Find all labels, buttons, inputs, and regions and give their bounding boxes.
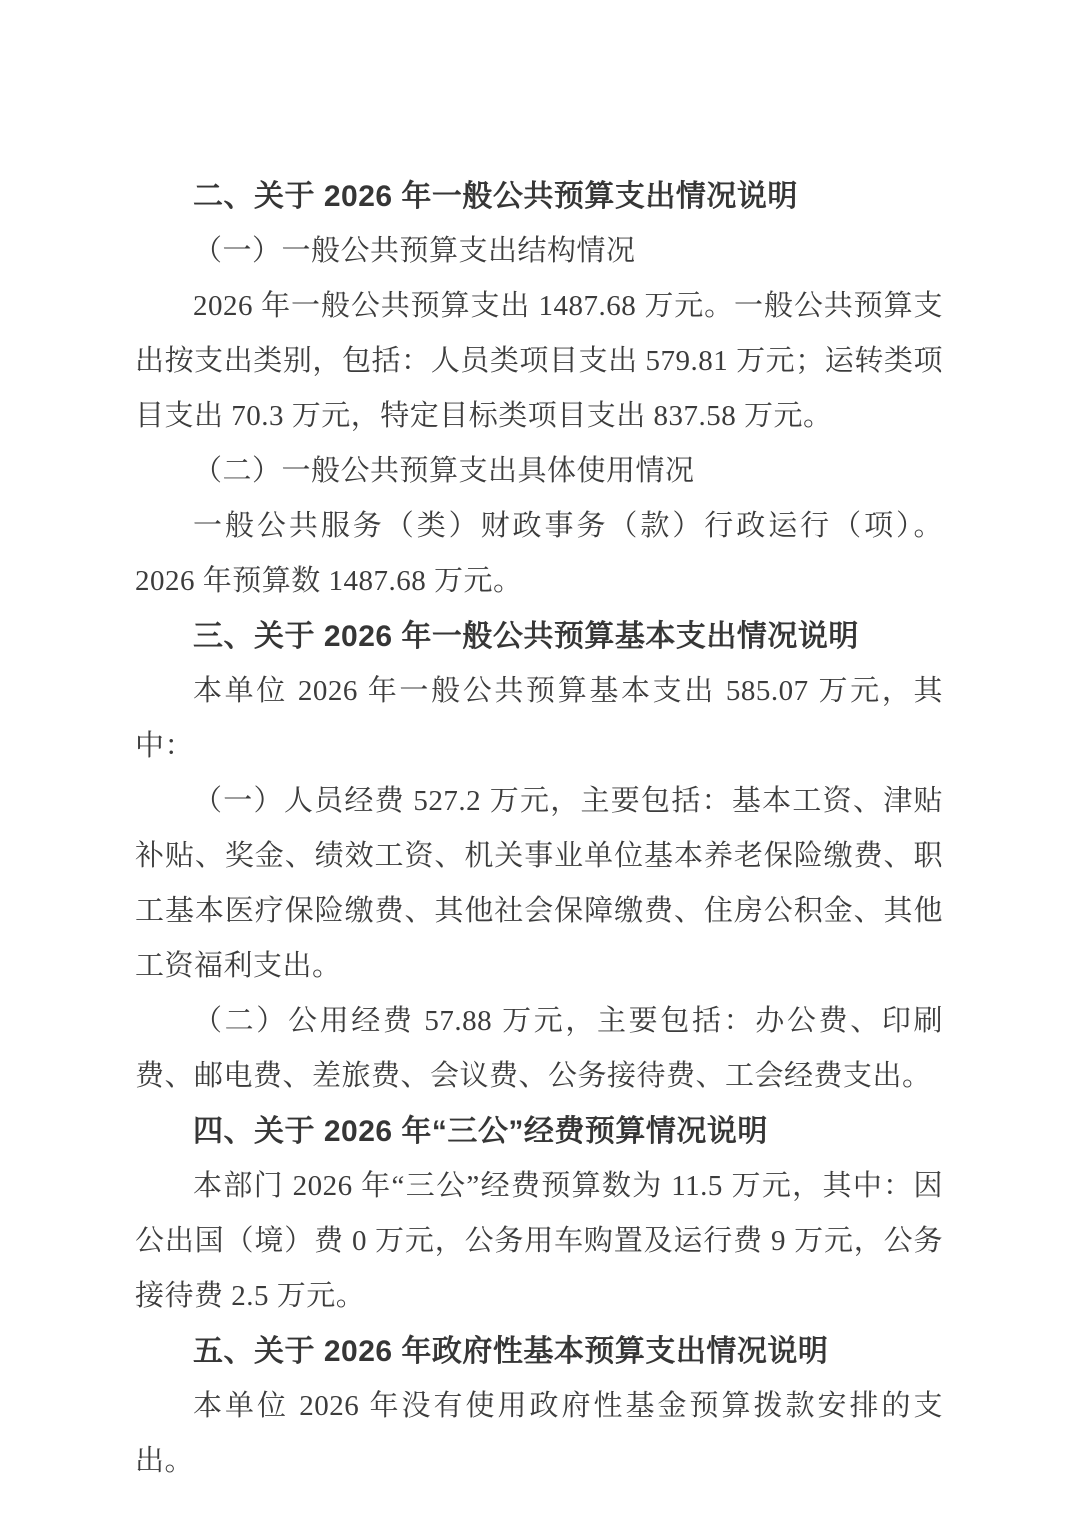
paragraph: （二）公用经费 57.88 万元，主要包括：办公费、印刷费、邮电费、差旅费、会议费、公务接待费、工会经费支出。 bbox=[135, 1005, 943, 1092]
section-heading: 二、关于 2026 年一般公共预算支出情况说明 bbox=[193, 180, 798, 213]
section-heading: 五、关于 2026 年政府性基本预算支出情况说明 bbox=[193, 1335, 829, 1368]
paragraph: 一般公共服务（类）财政事务（款）行政运行（项）。2026 年预算数 1487.68 万元。 bbox=[135, 510, 943, 597]
paragraph: 2026 年一般公共预算支出 1487.68 万元。一般公共预算支出按支出类别，包括：人员类项目支出 579.81 万元；运转类项目支出 70.3 万元，特定目标类项目支出 837.58 万元。 bbox=[135, 290, 943, 432]
section-heading: 三、关于 2026 年一般公共预算基本支出情况说明 bbox=[193, 620, 859, 653]
section-heading: 四、关于 2026 年“三公”经费预算情况说明 bbox=[193, 1115, 768, 1148]
paragraph: （二）一般公共预算支出具体使用情况 bbox=[193, 455, 695, 487]
paragraph: （一）人员经费 527.2 万元，主要包括：基本工资、津贴补贴、奖金、绩效工资、机关事业单位基本养老保险缴费、职工基本医疗保险缴费、其他社会保障缴费、住房公积金、其他工资福利支出。 bbox=[135, 785, 943, 982]
document-content bbox=[135, 169, 943, 1489]
paragraph: 本部门 2026 年“三公”经费预算数为 11.5 万元，其中：因公出国（境）费 0 万元，公务用车购置及运行费 9 万元，公务接待费 2.5 万元。 bbox=[135, 1170, 943, 1312]
paragraph: 本单位 2026 年一般公共预算基本支出 585.07 万元，其中： bbox=[135, 675, 943, 762]
paragraph: （一）一般公共预算支出结构情况 bbox=[193, 235, 636, 267]
paragraph: 本单位 2026 年没有使用政府性基金预算拨款安排的支出。 bbox=[135, 1390, 943, 1477]
